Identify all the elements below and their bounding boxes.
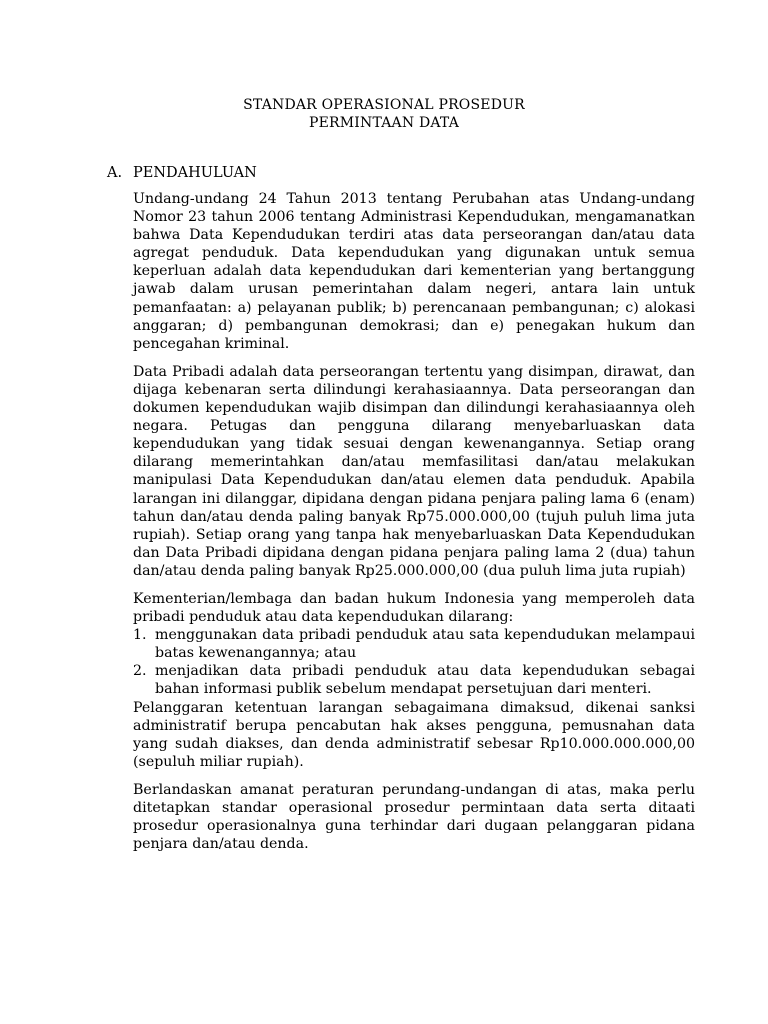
paragraph-1: Undang-undang 24 Tahun 2013 tentang Perubahan atas Undang-undang Nomor 23 tahun 2006 tentang Administrasi Kependudukan, mengamanatkan bahwa Data Kependudukan terdiri atas data perseorangan dan/atau data agregat penduduk. Data kependudukan yang digunakan untuk semua keperluan adalah data kependudukan dari kementerian yang bertanggung jawab dalam urusan pemerintahan dalam negeri, antara lain untuk pemanfaatan: a) pelayanan publik; b) perencanaan pembangunan; c) alokasi anggaran; d) pembangunan demokrasi; dan e) penegakan hukum dan pencegahan kriminal.	[133, 191, 695, 352]
document-title-line-2: PERMINTAAN DATA	[308, 115, 460, 131]
paragraph-3: Kementerian/lembaga dan badan hukum Indonesia yang memperoleh data pribadi penduduk atau data kependudukan dilarang:	[133, 590, 695, 626]
paragraph-2: Data Pribadi adalah data perseorangan tertentu yang disimpan, dirawat, dan dijaga kebenaran serta dilindungi kerahasiaannya. Data perseorangan dan dokumen kependudukan wajib disimpan dan dilindungi kerahasiaannya oleh negara. Petugas dan pengguna dilarang menyebarluaskan data kependudukan yang tidak sesuai dengan kewenangannya. Setiap orang dilarang memerintahkan dan/atau memfasilitasi dan/atau melakukan manipulasi Data Kependudukan dan/atau elemen data penduduk. Apabila larangan ini dilanggar, dipidana dengan pidana penjara paling lama 6 (enam) tahun dan/atau denda paling banyak Rp75.000.000,00 (tujuh puluh lima juta rupiah). Setiap orang yang tanpa hak menyebarluaskan Data Kependudukan dan Data Pribadi dipidana dengan pidana penjara paling lama 2 (dua) tahun dan/atau denda paling banyak Rp25.000.000,00 (dua puluh lima juta rupiah)	[133, 363, 695, 579]
prohibition-list	[133, 626, 695, 698]
list-item	[133, 626, 695, 662]
paragraph-5: Berlandaskan amanat peraturan perundang-undangan di atas, maka perlu ditetapkan standar operasional prosedur permintaan data serta ditaati prosedur operasionalnya guna terhindar dari dugaan pelanggaran pidana penjara dan/atau denda.	[133, 781, 695, 853]
list-item-text: menjadikan data pribadi penduduk atau data kependudukan sebagai bahan informasi publik sebelum mendapat persetujuan dari menteri.	[155, 663, 695, 698]
document-title-line-1: STANDAR OPERASIONAL PROSEDUR	[243, 97, 525, 113]
section-title: PENDAHULUAN	[133, 165, 257, 181]
section-letter: A.	[107, 165, 123, 181]
list-item-number: 2.	[133, 663, 147, 680]
paragraph-4: Pelanggaran ketentuan larangan sebagaimana dimaksud, dikenai sanksi administratif berupa pencabutan hak akses pengguna, pemusnahan data yang sudah diakses, dan denda administratif sebesar Rp10.000.000.000,00 (sepuluh miliar rupiah).	[133, 699, 695, 770]
section-heading	[107, 164, 257, 182]
list-item-number: 1.	[133, 627, 147, 644]
list-item	[133, 662, 695, 698]
document-body	[133, 190, 695, 863]
list-item-text: menggunakan data pribadi penduduk atau sata kependudukan melampaui batas kewenangannya; atau	[155, 627, 695, 662]
